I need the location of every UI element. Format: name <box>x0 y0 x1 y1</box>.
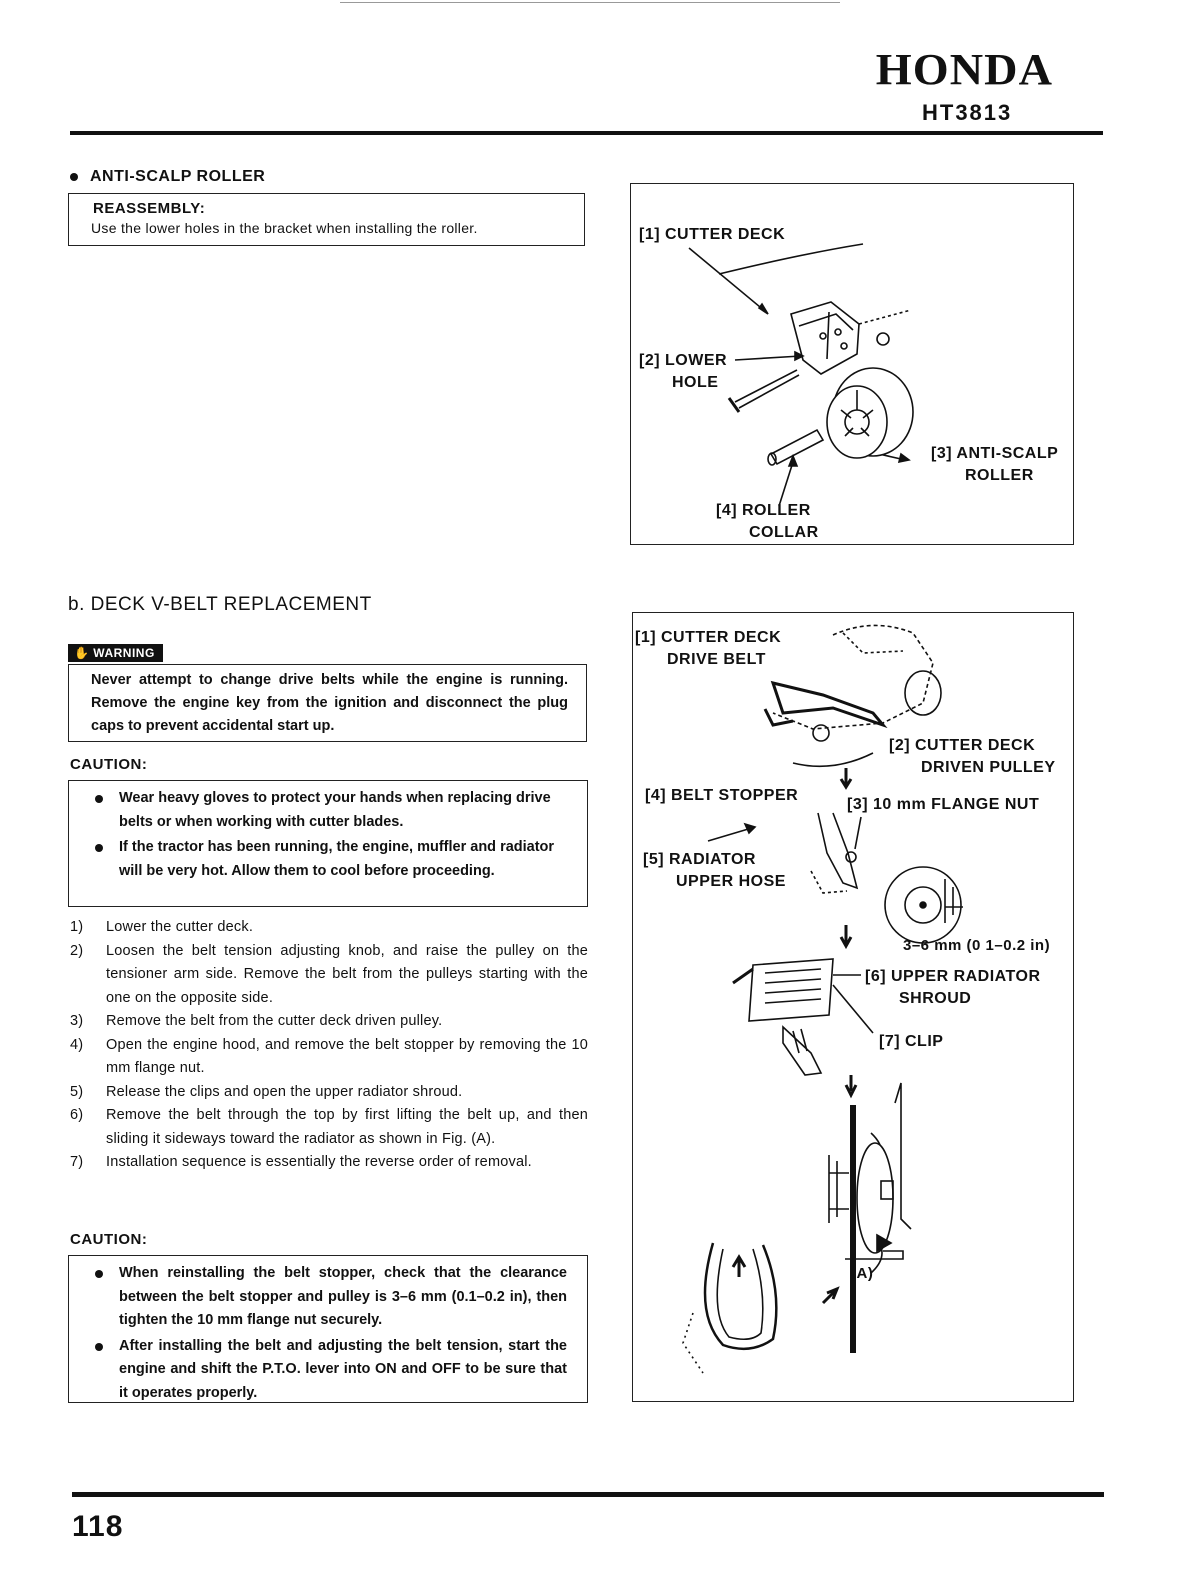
caution2-box <box>68 1255 588 1403</box>
label-cutter-deck: [1] CUTTER DECK <box>639 226 786 243</box>
footer-rule <box>72 1492 1104 1497</box>
figure-vbelt-replacement <box>632 612 1074 1402</box>
step-item: 5) Release the clips and open the upper radiator shroud. <box>70 1083 463 1100</box>
step-item: 2) Loosen the belt tension adjusting knob, and raise the pulley on the tensioner arm side. Remove the belt from the pulleys starting with the one on the opposite side. <box>70 942 588 1006</box>
page-number: 118 <box>72 1510 124 1543</box>
label-flange-nut: [3] 10 mm FLANGE NUT <box>847 796 1040 813</box>
step-item: 1) Lower the cutter deck. <box>70 919 254 935</box>
label-driven-pulley-2: DRIVEN PULLEY <box>921 759 1056 776</box>
reassembly-text: Use the lower holes in the bracket when installing the roller. <box>91 220 478 236</box>
label-roller-collar-1: [4] ROLLER <box>716 502 811 519</box>
caution2-title: CAUTION: <box>70 1231 148 1248</box>
label-drive-belt-1: [1] CUTTER DECK <box>635 629 782 646</box>
step-item: 3) Remove the belt from the cutter deck driven pulley. <box>70 1013 443 1029</box>
warning-text: Never attempt to change drive belts while the engine is running. Remove the engine key from the ignition and disconnect the plug caps to prevent accidental start up. <box>91 672 568 734</box>
warning-box <box>68 664 587 742</box>
caution2-item: After installing the belt and adjusting the belt tension, start the engine and shift the P.T.O. lever into ON and OFF to be sure that it operates properly. <box>89 1335 567 1406</box>
model-number: HT3813 <box>922 100 1013 125</box>
caution1-list <box>89 787 567 883</box>
label-radiator-shroud-1: [6] UPPER RADIATOR <box>865 968 1041 985</box>
label-driven-pulley-1: [2] CUTTER DECK <box>889 737 1036 754</box>
step-item: 4) Open the engine hood, and remove the belt stopper by removing the 10 mm flange nut. <box>70 1036 588 1076</box>
label-radiator-shroud-2: SHROUD <box>899 990 972 1007</box>
label-clip: [7] CLIP <box>879 1033 944 1050</box>
header-rule <box>70 131 1103 135</box>
label-lower-hole-2: HOLE <box>672 374 719 391</box>
step-item: 6) Remove the belt through the top by first lifting the belt up, and then sliding it sideways toward the radiator as shown in Fig. (A). <box>70 1107 588 1147</box>
label-anti-scalp-2: ROLLER <box>965 467 1034 484</box>
anti-scalp-heading: ANTI-SCALP ROLLER <box>70 168 265 186</box>
honda-logo: HONDA <box>875 45 1054 94</box>
caution1-item: If the tractor has been running, the engine, muffler and radiator will be very hot. Allow them to cool before proceeding. <box>89 836 567 883</box>
label-clearance: 3–6 mm (0 1–0.2 in) <box>903 937 1051 954</box>
vbelt-heading: b. DECK V-BELT REPLACEMENT <box>68 594 372 615</box>
caution2-item: When reinstalling the belt stopper, check that the clearance between the belt stopper and pulley is 3–6 mm (0.1–0.2 in), then tighten the 10 mm flange nut securely. <box>89 1262 567 1333</box>
caution2-list <box>89 1262 567 1405</box>
label-belt-stopper: [4] BELT STOPPER <box>645 787 799 804</box>
caution1-title: CAUTION: <box>70 756 148 773</box>
warning-hand-icon: ✋ <box>74 646 90 660</box>
bullet-icon <box>70 173 78 181</box>
procedure-steps <box>70 916 588 1175</box>
label-fig-a: (A) <box>851 1265 874 1282</box>
label-radiator-hose-1: [5] RADIATOR <box>643 851 756 868</box>
label-roller-collar-2: COLLAR <box>749 524 819 541</box>
warning-tag: ✋ WARNING <box>68 644 163 662</box>
figure-anti-scalp-roller <box>630 183 1074 545</box>
label-radiator-hose-2: UPPER HOSE <box>676 873 786 890</box>
caution1-box <box>68 780 588 907</box>
label-anti-scalp-1: [3] ANTI-SCALP <box>931 445 1059 462</box>
scan-artifact-line <box>340 2 840 3</box>
reassembly-note <box>68 193 585 246</box>
label-lower-hole-1: [2] LOWER <box>639 352 728 369</box>
step-item: 7) Installation sequence is essentially the reverse order of removal. <box>70 1154 532 1170</box>
reassembly-title: REASSEMBLY: <box>93 200 206 217</box>
label-drive-belt-2: DRIVE BELT <box>667 651 766 668</box>
caution1-item: Wear heavy gloves to protect your hands when replacing drive belts or when working with cutter blades. <box>89 787 567 834</box>
